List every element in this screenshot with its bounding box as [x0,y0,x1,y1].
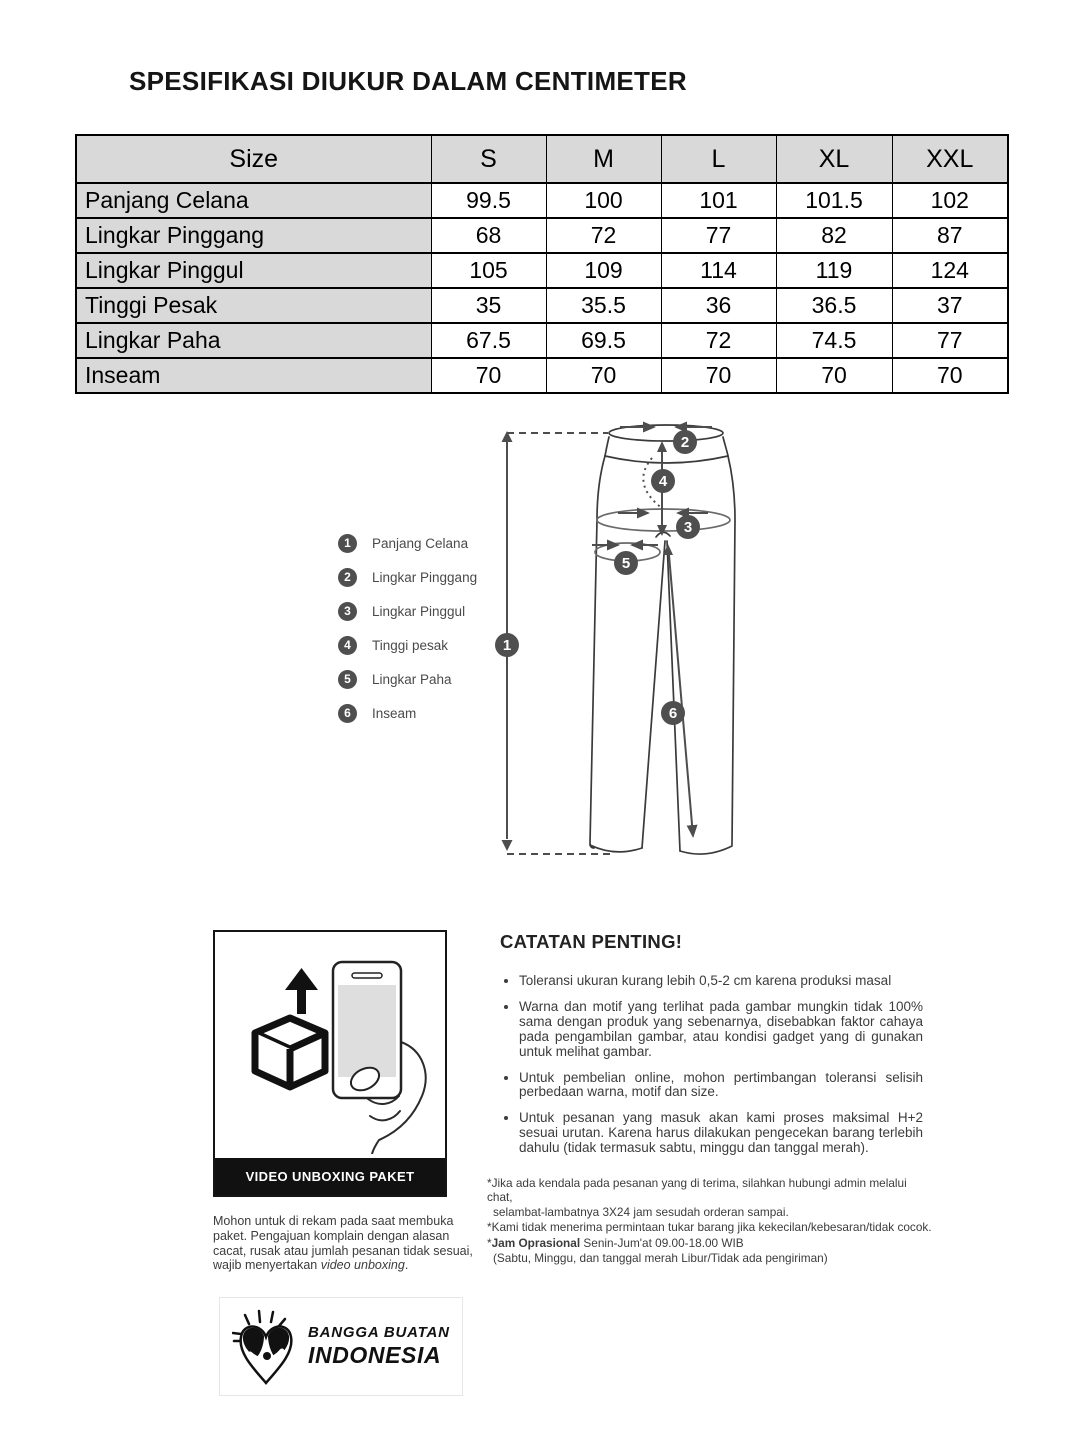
footnotes [487,1176,933,1266]
table-cell: 36 [661,288,776,323]
row-label: Lingkar Paha [76,323,431,358]
heart-fist-icon [232,1305,298,1389]
phone-screen [338,985,396,1077]
brand-name: BANGGA BUATAN INDONESIA [308,1324,450,1368]
important-notes-list [500,974,923,1167]
important-notes-heading: CATATAN PENTING! [500,931,683,952]
table-cell: 77 [892,323,1008,358]
table-cell: 37 [892,288,1008,323]
table-cell: 99.5 [431,183,546,218]
table-cell: 77 [661,218,776,253]
legend-number-badge: 4 [338,636,357,655]
footnote: *Kami tidak menerima permintaan tukar barang jika kekecilan/kebesaran/tidak cocok. [487,1220,932,1235]
table-cell: 35 [431,288,546,323]
box-up-arrow-icon [255,968,325,1087]
legend-item: 6 Inseam [338,704,477,722]
size-table-header-row [76,135,1008,183]
legend-number-badge: 2 [338,568,357,587]
table-cell: 124 [892,253,1008,288]
table-cell: 68 [431,218,546,253]
table-row [76,288,1008,323]
row-label: Panjang Celana [76,183,431,218]
marker-1: 1 [502,637,512,654]
marker-4: 4 [658,473,668,490]
unboxing-note: Mohon untuk di rekam pada saat membuka paket. Pengajuan komplain dengan alasan cacat, rusak atau jumlah pesanan tidak sesuai, wajib menyertakan video unboxing. [213,1214,473,1273]
table-cell: 87 [892,218,1008,253]
table-cell: 74.5 [776,323,892,358]
pants-measurement-diagram [480,415,810,910]
table-cell: 36.5 [776,288,892,323]
marker-6: 6 [668,705,678,722]
legend-number-badge: 6 [338,704,357,723]
note-item: • Toleransi ukuran kurang lebih 0,5-2 cm karena produksi masal [519,974,923,989]
table-cell: 70 [892,358,1008,393]
table-cell: 67.5 [431,323,546,358]
size-table-header-cell: L [661,135,776,183]
table-cell: 100 [546,183,661,218]
note-item: • Warna dan motif yang terlihat pada gambar mungkin tidak 100% sama dengan produk yang sebenarnya, disebabkan faktor cahaya pada pengambilan gambar, atau kondisi gadget yang di gunakan untuk melihat gambar. [519,1000,923,1060]
unboxing-card [213,930,447,1197]
marker-3: 3 [683,519,693,536]
table-cell: 101 [661,183,776,218]
table-cell: 101.5 [776,183,892,218]
table-row [76,358,1008,393]
size-table-header-cell: S [431,135,546,183]
row-label: Lingkar Pinggul [76,253,431,288]
table-cell: 70 [546,358,661,393]
table-cell: 82 [776,218,892,253]
size-table-header-cell: XXL [892,135,1008,183]
row-label: Inseam [76,358,431,393]
measurement-legend [338,534,477,738]
table-row [76,323,1008,358]
legend-number-badge: 3 [338,602,357,621]
table-cell: 105 [431,253,546,288]
table-cell: 114 [661,253,776,288]
table-cell: 70 [431,358,546,393]
table-cell: 70 [661,358,776,393]
marker-2: 2 [680,434,690,451]
page-title: SPESIFIKASI DIUKUR DALAM CENTIMETER [129,66,687,96]
legend-item: 4 Tinggi pesak [338,636,477,654]
footnote: (Sabtu, Minggu, dan tanggal merah Libur/Tidak ada pengiriman) [493,1251,828,1266]
table-row [76,218,1008,253]
legend-number-badge: 5 [338,670,357,689]
measurement-arrows [592,427,712,836]
legend-item: 2 Lingkar Pinggang [338,568,477,586]
legend-item: 1 Panjang Celana [338,534,477,552]
unboxing-caption: VIDEO UNBOXING PAKET [215,1158,445,1195]
size-table-header-cell: M [546,135,661,183]
unboxing-illustration [215,932,441,1154]
row-label: Tinggi Pesak [76,288,431,323]
legend-item: 3 Lingkar Pinggul [338,602,477,620]
note-item: • Untuk pesanan yang masuk akan kami proses maksimal H+2 sesuai urutan. Karena harus dilakukan pengecekan barang terlebih dahulu (tidak termasuk sabtu, minggu dan tanggal merah). [519,1111,923,1156]
table-cell: 70 [776,358,892,393]
size-table [75,134,1009,394]
footnote: *Jam Oprasional Senin-Jum'at 09.00-18.00 WIB [487,1235,744,1250]
table-cell: 109 [546,253,661,288]
table-cell: 72 [546,218,661,253]
brand-logo [219,1297,463,1396]
legend-item: 5 Lingkar Paha [338,670,477,688]
size-table-header-cell: Size [76,135,431,183]
phone-speaker [352,973,382,978]
size-table-header-cell: XL [776,135,892,183]
table-row [76,183,1008,218]
table-cell: 69.5 [546,323,661,358]
table-row [76,253,1008,288]
table-cell: 72 [661,323,776,358]
marker-5: 5 [621,555,631,572]
legend-number-badge: 1 [338,534,357,553]
footnote: *Jika ada kendala pada pesanan yang di terima, silahkan hubungi admin melalui chat, selambat-lambatnya 3X24 jam sesudah orderan sampai. [487,1176,907,1219]
table-cell: 102 [892,183,1008,218]
table-cell: 35.5 [546,288,661,323]
row-label: Lingkar Pinggang [76,218,431,253]
note-item: • Untuk pembelian online, mohon pertimbangan toleransi selisih perbedaan warna, motif dan size. [519,1071,923,1101]
table-cell: 119 [776,253,892,288]
